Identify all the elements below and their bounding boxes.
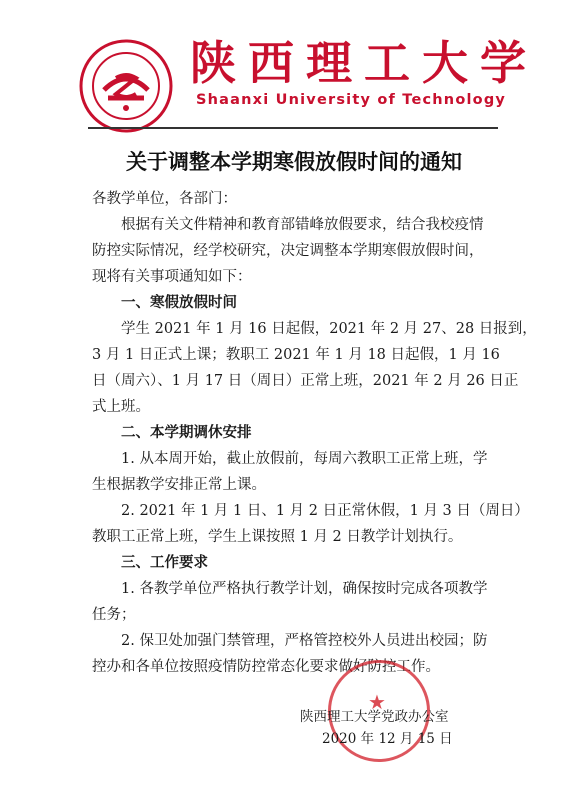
section-heading: 二、本学期调休安排 xyxy=(121,425,252,441)
letterhead xyxy=(0,0,588,130)
section-line: 2. 2021 年 1 月 1 日、1 月 2 日正常休假，1 月 3 日（周日） xyxy=(121,503,529,519)
section-line: 日（周六）、1 月 17 日（周日）正常上班，2021 年 2 月 26 日正 xyxy=(92,373,519,389)
section-line: 2. 保卫处加强门禁管理，严格管控校外人员进出校园；防 xyxy=(121,633,488,649)
section-line: 教职工正常上班，学生上课按照 1 月 2 日教学计划执行。 xyxy=(92,529,463,545)
section-heading: 三、工作要求 xyxy=(121,555,208,571)
intro-line: 防控实际情况，经学校研究，决定调整本学期寒假放假时间， xyxy=(92,243,484,259)
salutation: 各教学单位，各部门： xyxy=(92,191,237,207)
seal-icon xyxy=(78,38,174,134)
stamp-star-icon: ★ xyxy=(368,690,386,714)
intro-line: 根据有关文件精神和教育部错峰放假要求，结合我校疫情 xyxy=(121,217,484,233)
signature-date: 2020 年 12 月 15 日 xyxy=(322,731,453,747)
section-line: 式上班。 xyxy=(92,399,150,415)
intro-line: 现将有关事项通知如下： xyxy=(92,269,252,285)
signature-office: 陕西理工大学党政办公室 xyxy=(300,709,449,725)
section-line: 1. 从本周开始，截止放假前，每周六教职工正常上班，学 xyxy=(121,451,488,467)
section-line: 任务； xyxy=(92,607,136,623)
section-line: 生根据教学安排正常上课。 xyxy=(92,477,266,493)
section-line: 控办和各单位按照疫情防控常态化要求做好防控工作。 xyxy=(92,659,440,675)
header-divider xyxy=(88,127,498,129)
notice-body xyxy=(92,186,537,680)
section-heading: 一、寒假放假时间 xyxy=(121,295,237,311)
signature-block xyxy=(300,706,453,750)
section-line: 3 月 1 日正式上课；教职工 2021 年 1 月 18 日起假，1 月 16 xyxy=(92,347,500,363)
school-name-cn: 陕西理工大学 xyxy=(190,36,538,90)
school-name-en: Shaanxi University of Technology xyxy=(196,92,507,108)
section-line: 学生 2021 年 1 月 16 日起假，2021 年 2 月 27、28 日报到， xyxy=(121,321,537,337)
notice-title: 关于调整本学期寒假放假时间的通知 xyxy=(126,149,462,174)
university-seal-logo xyxy=(78,38,174,134)
watermark xyxy=(440,750,570,776)
section-line: 1. 各教学单位严格执行教学计划，确保按时完成各项教学 xyxy=(121,581,488,597)
